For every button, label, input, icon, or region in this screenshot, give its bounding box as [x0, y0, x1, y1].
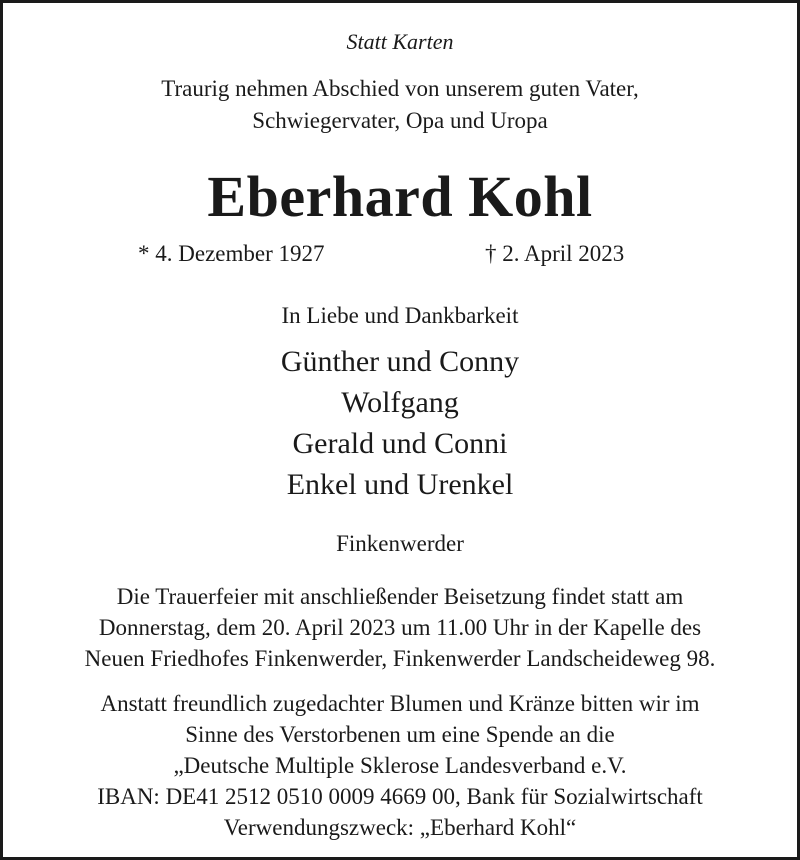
place-name: Finkenwerder [336, 531, 464, 556]
ceremony-line: Neuen Friedhofes Finkenwerder, Finkenwerder Landscheideweg 98. [84, 646, 716, 671]
death-date: † 2. April 2023 [485, 241, 625, 266]
donation-request [3, 688, 797, 843]
mourner-name: Enkel und Urenkel [286, 468, 514, 501]
intro-line: Traurig nehmen Abschied von unserem guten Vater, [161, 76, 639, 101]
intro-line: Schwiegervater, Opa und Uropa [252, 108, 548, 133]
ceremony-line: Die Trauerfeier mit anschließender Beisetzung findet statt am [116, 584, 684, 609]
donation-line: IBAN: DE41 2512 0510 0009 4669 00, Bank für Sozialwirtschaft [97, 784, 703, 809]
birth-date: * 4. Dezember 1927 [138, 241, 325, 266]
ceremony-line: Donnerstag, dem 20. April 2023 um 11.00 Uhr in der Kapelle des [98, 615, 702, 640]
deceased-name: Eberhard Kohl [207, 164, 593, 229]
donation-line: Sinne des Verstorbenen um eine Spende an die [185, 722, 615, 747]
mourner-name: Gerald und Conni [292, 427, 508, 460]
ceremony-details [3, 581, 797, 674]
intro-text [3, 73, 797, 137]
mourners-list [3, 341, 797, 505]
notice-header: Statt Karten [346, 29, 454, 54]
donation-line: Anstatt freundlich zugedachter Blumen und Kränze bitten wir im [100, 691, 700, 716]
life-dates [3, 241, 797, 273]
donation-line: „Deutsche Multiple Sklerose Landesverband e.V. [173, 753, 627, 778]
thanks-line: In Liebe und Dankbarkeit [281, 303, 519, 328]
mourner-name: Günther und Conny [280, 345, 520, 378]
donation-line: Verwendungszweck: „Eberhard Kohl“ [223, 815, 577, 840]
mourner-name: Wolfgang [341, 386, 459, 419]
